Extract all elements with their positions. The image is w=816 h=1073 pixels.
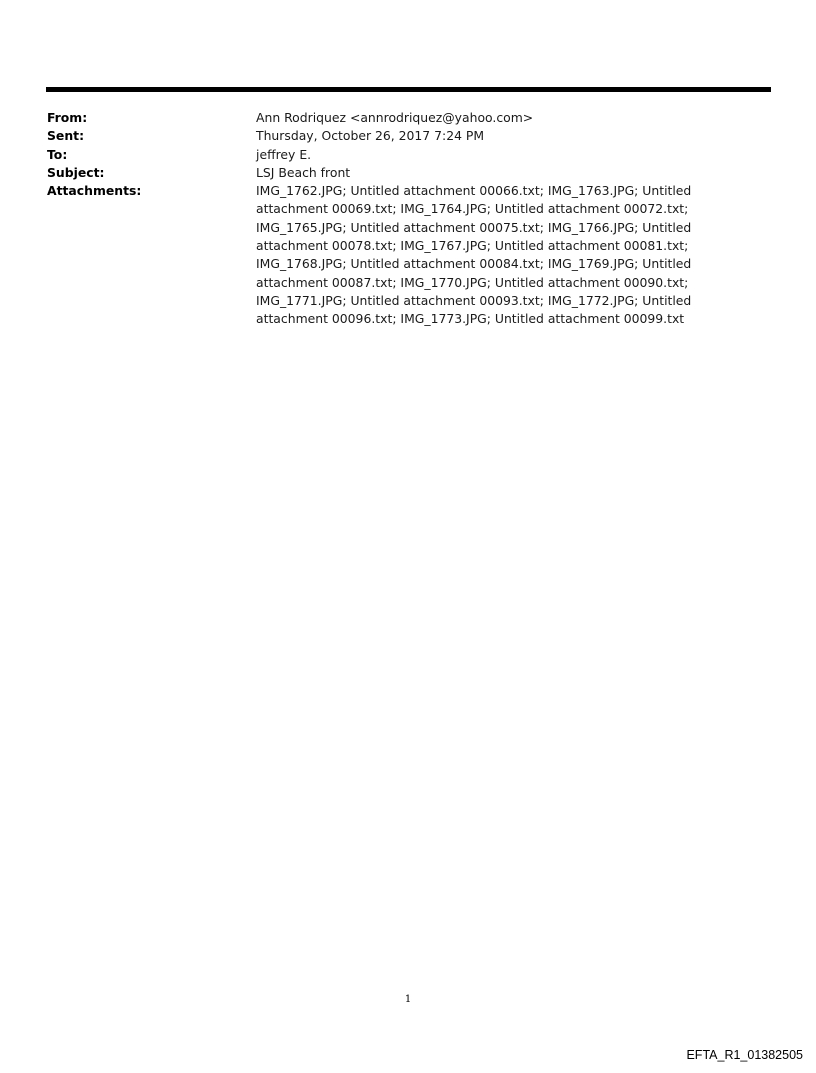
- subject-value: LSJ Beach front: [256, 164, 351, 180]
- attachments-label: Attachments:: [47, 183, 142, 199]
- to-row: [47, 146, 759, 164]
- from-value: Ann Rodriquez <annrodriquez@yahoo.com>: [256, 110, 534, 125]
- attachments-row: [47, 182, 759, 328]
- document-id: EFTA_R1_01382505: [686, 1048, 803, 1062]
- sent-row: [47, 127, 759, 145]
- attachments-value: IMG_1762.JPG; Untitled attachment 00066.txt; IMG_1763.JPG; Untitled attachment 00069.txt; IMG_1764.JPG; Untitled attachment 00072.txt; IMG_1765.JPG; Untitled attachment 00075.txt; IMG_1766.JPG; Untitled attachment 00078.txt; IMG_1767.JPG; Untitled attachment 00081.txt; IMG_1768.JPG; Untitled attachment 00084.txt; IMG_1769.JPG; Untitled attachment 00087.txt; IMG_1770.JPG; Untitled attachment 00090.txt; IMG_1771.JPG; Untitled attachment 00093.txt; IMG_1772.JPG; Untitled attachment 00096.txt; IMG_1773.JPG; Untitled attachment 00099.txt: [256, 183, 692, 327]
- subject-label: Subject:: [47, 164, 105, 180]
- page-number: 1: [404, 994, 412, 1005]
- to-value: jeffrey E.: [256, 146, 312, 162]
- subject-row: [47, 164, 759, 182]
- from-row: [47, 109, 759, 127]
- email-header: [47, 109, 759, 329]
- header-divider: [46, 87, 771, 92]
- sent-value: Thursday, October 26, 2017 7:24 PM: [256, 128, 485, 144]
- from-label: From:: [47, 110, 88, 125]
- sent-label: Sent:: [47, 128, 85, 144]
- to-label: To:: [47, 146, 68, 162]
